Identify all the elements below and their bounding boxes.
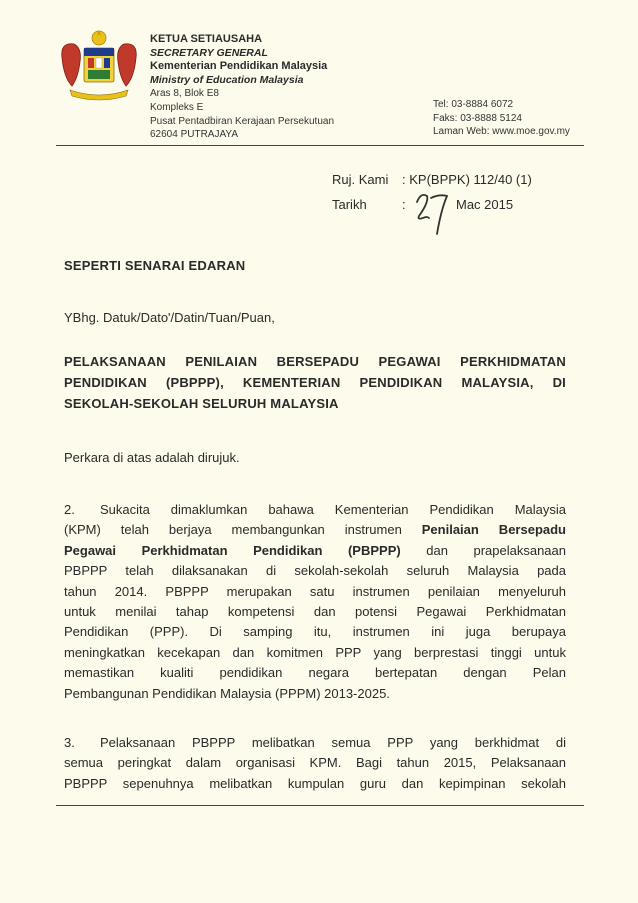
letterhead-ministry: Kementerian Pendidikan Malaysia	[150, 60, 328, 73]
address-line: Aras 8, Blok E8	[150, 88, 219, 100]
paragraph-line: 3. Pelaksanaan PBPPP melibatkan semua PPP yang berkhidmat di	[64, 733, 566, 753]
address-line: Pusat Pentadbiran Kerajaan Persekutuan	[150, 115, 335, 127]
paragraph-number: 3.	[64, 735, 75, 750]
salutation: YBhg. Datuk/Dato'/Datin/Tuan/Puan,	[64, 310, 275, 325]
paragraph-line: semua peringkat dalam organisasi KPM. Bagi tahun 2015, Pelaksanaan	[64, 755, 566, 771]
letterhead-title: KETUA SETIAUSAHA	[150, 33, 263, 45]
reference-line	[332, 172, 532, 187]
paragraph-line: memastikan kualiti pendidikan negara bertepatan dengan Pelan	[64, 665, 566, 681]
paragraph-number: 2.	[64, 502, 75, 517]
website: Laman Web: www.moe.gov.my	[433, 126, 570, 138]
fax: Faks: 03-8888 5124	[433, 112, 522, 124]
coat-of-arms-icon	[56, 28, 142, 104]
letterhead-title-en: SECRETARY GENERAL	[150, 46, 268, 59]
paragraph-line: untuk menilai tahap kompetensi dan potensi Pegawai Perkhidmatan	[64, 604, 566, 620]
date-colon: :	[402, 197, 406, 212]
date-line	[332, 197, 406, 212]
paragraph-line: Pendidikan (PPP). Di samping itu, instrumen ini juga berupaya	[64, 624, 566, 640]
letterhead-contact-block	[433, 98, 570, 139]
letterhead-ministry-en: Ministry of Education Malaysia	[150, 73, 304, 86]
reference-label: Ruj. Kami	[332, 172, 389, 187]
intro-paragraph: Perkara di atas adalah dirujuk.	[64, 450, 240, 465]
paragraph-line: Pembangunan Pendidikan Malaysia (PPPM) 2013-2025.	[64, 685, 390, 701]
paragraph-line: 2. Sukacita dimaklumkan bahawa Kementerian Pendidikan Malaysia	[64, 500, 566, 520]
telephone: Tel: 03-8884 6072	[433, 99, 514, 110]
subject-heading	[64, 351, 566, 414]
paragraph-line: Pegawai Perkhidmatan Pendidikan (PBPPP) dan prapelaksanaan	[64, 542, 566, 558]
subject-line: PENDIDIKAN (PBPPP), KEMENTERIAN PENDIDIKAN MALAYSIA, DI	[64, 375, 566, 390]
handwritten-date-day	[413, 188, 453, 243]
footer-divider	[56, 805, 584, 806]
date-month-year: Mac 2015	[456, 197, 514, 212]
paragraph-line: PBPPP telah dilaksanakan di sekolah-sekolah seluruh Malaysia pada	[64, 563, 566, 579]
paragraph-line: (KPM) telah berjaya membangunkan instrumen Penilaian Bersepadu	[64, 522, 566, 538]
header-divider	[56, 145, 584, 146]
letterhead-address-block	[150, 33, 334, 142]
subject-line: PELAKSANAAN PENILAIAN BERSEPADU PEGAWAI PERKHIDMATAN	[64, 354, 566, 369]
subject-line: SEKOLAH-SEKOLAH SELURUH MALAYSIA	[64, 396, 339, 411]
address-line: 62604 PUTRAJAYA	[150, 129, 239, 141]
paragraph-2	[64, 500, 566, 704]
paragraph-line: tahun 2014. PBPPP merupakan satu instrumen penilaian menyeluruh	[64, 583, 566, 599]
paragraph-3	[64, 733, 566, 794]
address-line: Kompleks E	[150, 101, 204, 113]
reference-value: : KP(BPPK) 112/40 (1)	[402, 172, 532, 187]
paragraph-line: PBPPP sepenuhnya melibatkan kumpulan guru dan kepimpinan sekolah	[64, 775, 566, 791]
recipient: SEPERTI SENARAI EDARAN	[64, 258, 246, 273]
date-label: Tarikh	[332, 197, 367, 212]
paragraph-line: meningkatkan kecekapan dan komitmen PPP yang berprestasi tinggi untuk	[64, 644, 566, 660]
